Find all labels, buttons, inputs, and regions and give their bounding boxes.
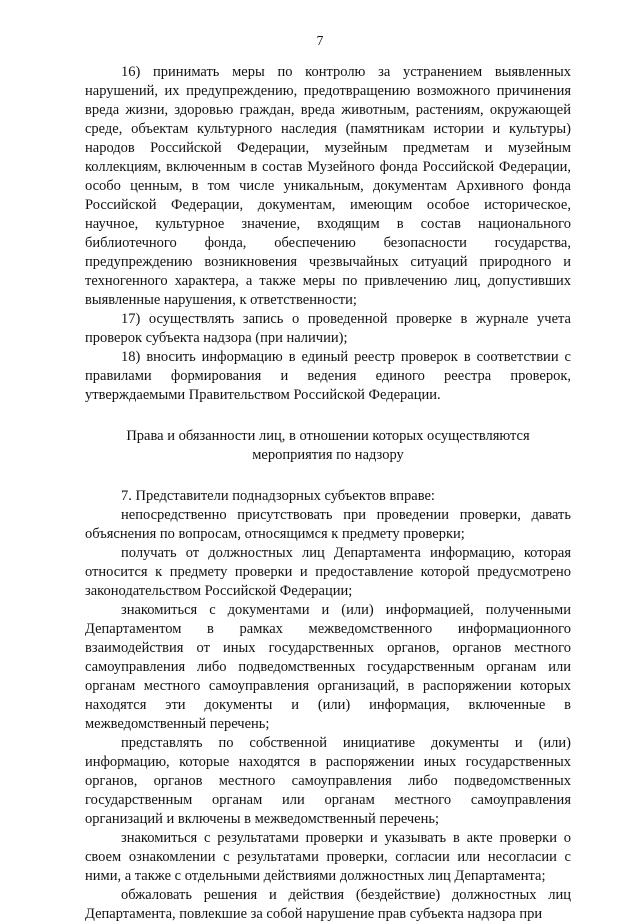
paragraph-right-review-results: знакомиться с результатами проверки и указывать в акте проверки о своем ознакомлении с результатами проверки, согласии или несогласии с ними, а также с отдельными действиями должностных лиц Департамента;	[85, 830, 571, 884]
paragraph-right-appeal: обжаловать решения и действия (бездействие) должностных лиц Департамента, повлекшие за собой нарушение прав субъекта надзора при	[85, 887, 571, 922]
section-heading	[125, 427, 531, 465]
section-heading-line-2: мероприятия по надзору	[252, 447, 404, 463]
paragraph-right-submit-documents: представлять по собственной инициативе документы и (или) информацию, которые находятся в распоряжении иных государственных органов, органов местного самоуправления либо подведомственных государственным органам или органам местного самоуправления организаций и включены в межведомственный перечень;	[85, 735, 571, 827]
paragraph-right-receive-info: получать от должностных лиц Департамента информацию, которая относится к предмету проверки и предоставление которой предусмотрено законодательством Российской Федерации;	[85, 545, 571, 599]
section-heading-line-1: Права и обязанности лиц, в отношении которых осуществляются	[126, 428, 530, 444]
paragraph-right-review-documents: знакомиться с документами и (или) информацией, полученными Департаментом в рамках межведомственного информационного взаимодействия от иных государственных органов, органов местного самоуправления либо подведомственных государственным органам или органам местного самоуправления организаций, в распоряжении которых находятся эти документы и (или) информация, включенные в межведомственный перечень;	[85, 602, 571, 732]
paragraph-clause-7: 7. Представители поднадзорных субъектов вправе:	[121, 488, 435, 504]
paragraph-item-16: 16) принимать меры по контролю за устранением выявленных нарушений, их предупреждению, предотвращению возможного причинения вреда жизни, здоровью граждан, вреда животным, растениям, окружающей среде, объектам культурного наследия (памятникам истории и культуры) народов Российской Федерации, музейным предметам и музейным коллекциям, включенным в состав Музейного фонда Российской Федерации, особо ценным, в том числе уникальным, документам Архивного фонда Российской Федерации, документам, имеющим особое историческое, научное, культурное значение, входящим в состав национального библиотечного фонда, обеспечению безопасности государства, предупреждению возникновения чрезвычайных ситуаций природного и техногенного характера, а также меры по привлечению лиц, допустивших выявленные нарушения, к ответственности;	[85, 64, 571, 308]
document-body	[85, 63, 571, 924]
page-number: 7	[316, 33, 324, 48]
paragraph-right-attend: непосредственно присутствовать при проведении проверки, давать объяснения по вопросам, относящимся к предмету проверки;	[85, 507, 571, 542]
paragraph-item-18: 18) вносить информацию в единый реестр проверок в соответствии с правилами формирования и ведения единого реестра проверок, утверждаемыми Правительством Российской Федерации.	[85, 349, 571, 403]
paragraph-item-17: 17) осуществлять запись о проведенной проверке в журнале учета проверок субъекта надзора (при наличии);	[85, 311, 571, 346]
